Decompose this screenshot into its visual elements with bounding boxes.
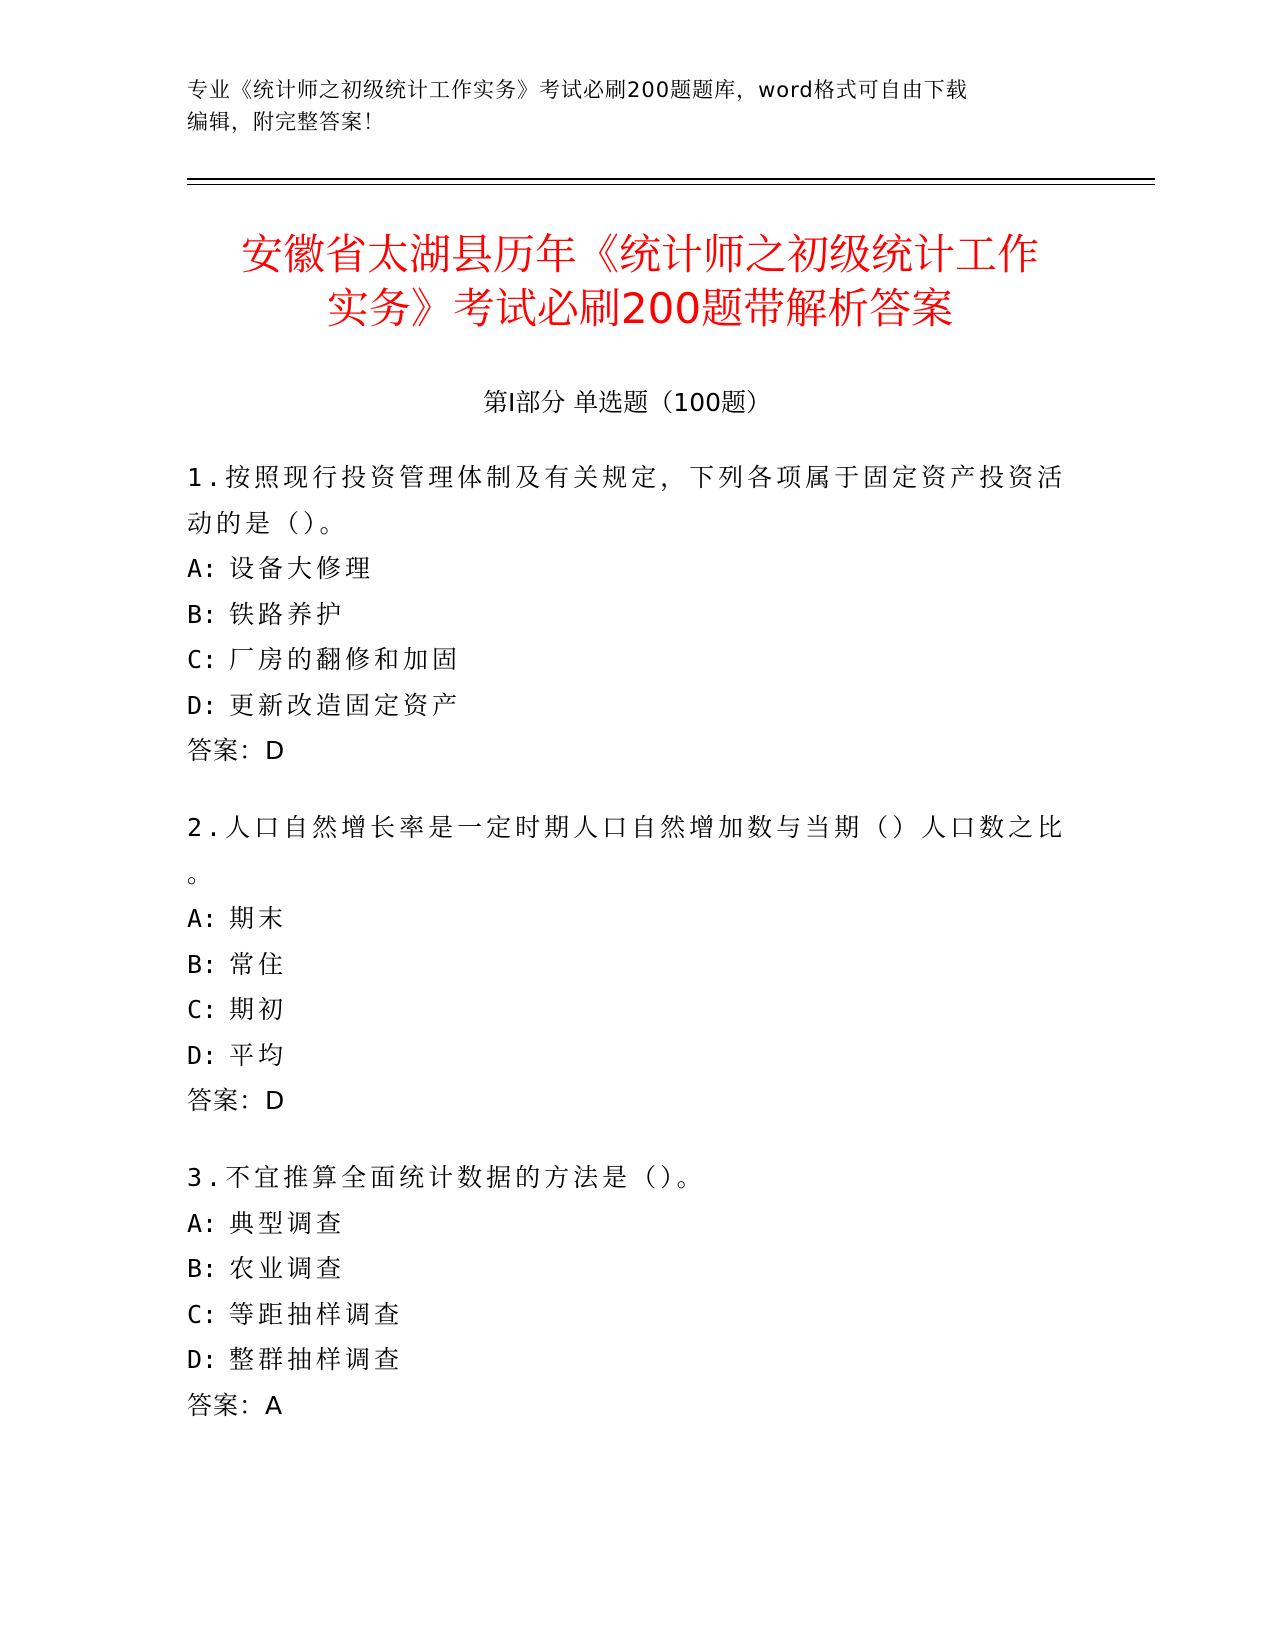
document-title-line2: 实务》考试必刷200题带解析答案	[326, 284, 954, 333]
option-text: 铁路养护	[229, 599, 346, 629]
header-rule-thin	[187, 184, 1155, 185]
option-text: 期末	[229, 904, 288, 933]
option-text: 整群抽样调查	[229, 1345, 404, 1374]
option-letter: C:	[187, 1299, 218, 1329]
question-stem-line1: 3.不宜推算全面统计数据的方法是（）。	[187, 1163, 706, 1192]
option-c	[187, 1292, 1067, 1338]
option-a	[187, 546, 1067, 592]
answer: 答案：D	[187, 1086, 286, 1115]
option-letter: D:	[187, 690, 218, 720]
question-1	[187, 455, 1067, 774]
document-title-line1: 安徽省太湖县历年《统计师之初级统计工作	[240, 230, 1039, 279]
option-b	[187, 1246, 1067, 1292]
header-note	[187, 74, 1067, 138]
question-stem	[187, 1155, 1067, 1201]
option-d	[187, 683, 1067, 729]
header-note-line1: 专业《统计师之初级统计工作实务》考试必刷200题题库，word格式可自由下载	[187, 78, 968, 102]
option-letter: B:	[187, 599, 218, 629]
option-a	[187, 1201, 1067, 1247]
option-text: 设备大修理	[229, 554, 375, 583]
document-title	[150, 228, 1130, 336]
option-letter: B:	[187, 1254, 218, 1283]
option-c	[187, 987, 1067, 1033]
option-text: 平均	[229, 1040, 288, 1070]
question-stem-line1: 1.按照现行投资管理体制及有关规定，下列各项属于固定资产投资活	[187, 463, 1067, 492]
option-letter: B:	[187, 949, 218, 979]
header-note-line2: 编辑，附完整答案！	[187, 110, 385, 134]
option-b	[187, 942, 1067, 988]
question-stem-line2: 。	[187, 858, 217, 888]
option-text: 等距抽样调查	[229, 1299, 404, 1329]
option-d	[187, 1337, 1067, 1383]
question-3	[187, 1155, 1067, 1428]
option-letter: D:	[187, 1040, 218, 1070]
option-text: 农业调查	[229, 1254, 346, 1283]
option-c	[187, 637, 1067, 683]
option-letter: A:	[187, 554, 218, 583]
option-letter: A:	[187, 904, 218, 933]
option-letter: A:	[187, 1208, 218, 1238]
option-text: 常住	[229, 949, 288, 979]
header-rule-thick	[187, 178, 1155, 180]
question-stem-line2: 动的是（）。	[187, 508, 349, 538]
option-d	[187, 1033, 1067, 1079]
option-letter: C:	[187, 645, 218, 674]
option-letter: C:	[187, 995, 218, 1024]
section-title: 第Ⅰ部分 单选题（100题）	[482, 388, 772, 417]
option-b	[187, 592, 1067, 638]
question-2	[187, 805, 1067, 1124]
answer: 答案：D	[187, 736, 286, 765]
question-stem	[187, 455, 1067, 546]
option-text: 典型调查	[229, 1208, 346, 1238]
option-text: 期初	[229, 995, 288, 1024]
question-stem-line1: 2.人口自然增长率是一定时期人口自然增加数与当期（）人口数之比	[187, 813, 1067, 842]
option-text: 厂房的翻修和加固	[229, 645, 462, 674]
option-letter: D:	[187, 1345, 218, 1374]
option-text: 更新改造固定资产	[229, 690, 462, 720]
option-a	[187, 896, 1067, 942]
answer: 答案：A	[187, 1390, 284, 1420]
question-stem	[187, 805, 1067, 896]
